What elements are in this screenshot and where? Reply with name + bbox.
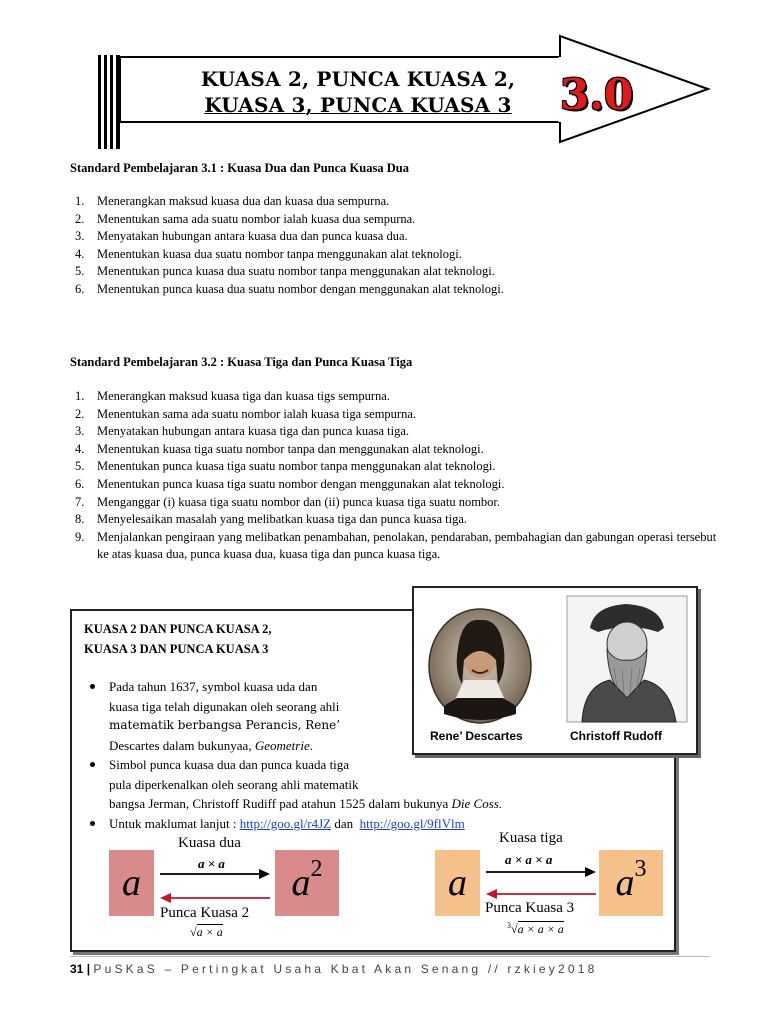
sp2-item (70, 406, 720, 424)
power-right-exp: 3 (634, 855, 647, 882)
sp2-list (70, 388, 720, 564)
chapter-title (168, 66, 548, 118)
expr-left-top: a × a (198, 856, 225, 871)
root-left: √a × a (190, 925, 223, 939)
bullet2-line2: pula diperkenalkan oleh seorang ahli matematik (109, 776, 359, 792)
chapter-title-line2: KUASA 3, PUNCA KUASA 3 (204, 93, 512, 117)
bullet2-line1: Simbol punca kuasa dua dan punca kuada tiga (109, 757, 350, 772)
sp2-item (70, 494, 720, 512)
bullet1-line4-text: Descartes dalam bukunyaa, (109, 737, 255, 753)
power-left-exp: 2 (310, 855, 323, 882)
square-base-left (109, 850, 154, 916)
item-number: 2. (75, 406, 85, 421)
item-number: 4. (75, 246, 85, 261)
label-punca-kuasa-3: Punca Kuasa 3 (485, 900, 575, 916)
bullet-rudolff (88, 755, 608, 814)
bullet1-line2: kuasa tiga telah digunakan oleh seorang ahli (109, 698, 340, 714)
item-text: Menyatakan hubungan antara kuasa dua dan punca kuasa dua. (97, 229, 408, 244)
bullet1-line4 (109, 736, 608, 756)
item-text: Menentukan kuasa dua suatu nombor tanpa menggunakan alat teknologi. (97, 246, 462, 261)
item-number: 1. (75, 194, 85, 208)
sp2-item (70, 476, 720, 494)
item-number: 9. (75, 529, 85, 544)
sp2-title: Standard Pembelajaran 3.2 : Kuasa Tiga dan Punca Kuasa Tiga (70, 355, 413, 369)
base-right: a (448, 862, 467, 904)
item-text: Menerangkan maksud kuasa dua dan kuasa dua sempurna. (97, 194, 390, 208)
expr-right-top: a × a × a (505, 852, 553, 867)
sp1-item (70, 281, 504, 299)
label-kuasa-dua: Kuasa dua (178, 835, 241, 851)
item-text: Menyelesaikan masalah yang melibatkan kuasa tiga dan punca kuasa tiga. (97, 512, 468, 527)
page-number: 31 (70, 962, 84, 976)
book-die-coss: Die Coss. (451, 796, 503, 811)
caption-descartes: Rene’ Descartes (430, 729, 523, 743)
item-number: 3. (75, 229, 85, 244)
chapter-number: 3.0 (560, 70, 634, 119)
sp1-title: Standard Pembelajaran 3.1 : Kuasa Dua dan Punca Kuasa Dua (70, 161, 409, 175)
item-text: Menentukan punca kuasa dua suatu nombor dengan menggunakan alat teknologi. (97, 281, 504, 296)
item-number: 7. (75, 494, 85, 509)
page-footer (70, 962, 710, 976)
item-text: Menentukan kuasa tiga suatu nombor tanpa dan menggunakan alat teknologi. (97, 441, 484, 456)
item-number: 3. (75, 424, 85, 439)
base-left: a (122, 862, 141, 904)
links-and: dan (331, 815, 360, 831)
footer-text: PuSKaS – Pertingkat Usaha Kbat Akan Senang // rzkiey2018 (93, 962, 598, 976)
sp2-item (70, 388, 720, 406)
square-power-left (275, 850, 339, 916)
sp1-item (70, 193, 504, 211)
bullet2-line3 (109, 794, 608, 814)
link-2[interactable]: http://goo.gl/9flVlm (359, 815, 465, 831)
item-number: 5. (75, 459, 85, 474)
item-text: Menyatakan hubungan antara kuasa tiga dan punca kuasa tiga. (97, 424, 410, 439)
bullet1-line3: matematik berbangsa Perancis, Rene’ (109, 718, 341, 732)
book-geometrie: Geometrie (254, 737, 310, 753)
caption-rudolff: Christoff Rudoff (570, 729, 662, 743)
banner-stripes (98, 55, 120, 149)
item-number: 1. (75, 389, 85, 403)
info-box-heading (84, 619, 272, 659)
label-kuasa-tiga: Kuasa tiga (499, 830, 563, 846)
item-text: Menjalankan pengiraan yang melibatkan penambahan, penolakan, pendaraban, pembahagian dan gabungan operasi tersebut ke atas kuasa dua, punca kuasa dua, kuasa tiga dan punca kuasa tiga. (97, 529, 717, 562)
root-right-index: 3 (507, 921, 511, 930)
bullet1-line4-end: . (309, 737, 313, 753)
info-heading-line1: KUASA 2 DAN PUNCA KUASA 2, (84, 622, 272, 636)
info-heading-line2: KUASA 3 DAN PUNCA KUASA 3 (84, 642, 269, 656)
bullet1-line1: Pada tahun 1637, symbol kuasa uda dan (109, 679, 318, 694)
power-left-base: a (291, 862, 311, 904)
square-base-right (435, 850, 480, 916)
item-number: 5. (75, 264, 85, 279)
links-label: Untuk maklumat lanjut : (109, 815, 240, 831)
sp1-list (70, 193, 504, 299)
item-text: Menentukan sama ada suatu nombor ialah kuasa dua sempurna. (97, 211, 416, 226)
sp1-item (70, 211, 504, 229)
item-number: 2. (75, 211, 85, 226)
item-number: 4. (75, 441, 85, 456)
root-right-expr: a × a × a (517, 922, 564, 936)
power-right-base: a (615, 862, 635, 904)
item-text: Menentukan punca kuasa dua suatu nombor tanpa menggunakan alat teknologi. (97, 264, 495, 279)
sp1-item (70, 263, 504, 281)
square-power-right (599, 850, 663, 916)
sp1-item (70, 228, 504, 246)
sp2-item (70, 529, 720, 564)
footer-sep: | (83, 962, 94, 976)
bullet2-line3-text: bangsa Jerman, Christoff Rudiff pad atahun 1525 dalam bukunya (109, 796, 452, 811)
sp2-item (70, 511, 720, 529)
item-text: Menentukan punca kuasa tiga suatu nombor dengan menggunakan alat teknologi. (97, 476, 505, 491)
link-1[interactable]: http://goo.gl/r4JZ (239, 815, 332, 831)
label-punca-kuasa-2: Punca Kuasa 2 (160, 905, 250, 921)
sp1-item (70, 246, 504, 264)
bullet-descartes (88, 677, 608, 755)
item-text: Menganggar (i) kuasa tiga suatu nombor dan (ii) punca kuasa tiga suatu nombor. (97, 494, 501, 509)
history-bullets (88, 677, 608, 833)
sp2-item (70, 441, 720, 459)
root-right: $^3$√a × a × a (507, 921, 564, 936)
item-text: Menerangkan maksud kuasa tiga dan kuasa tigs sempurna. (97, 389, 390, 403)
item-number: 6. (75, 476, 85, 491)
item-text: Menentukan sama ada suatu nombor ialah kuasa tiga sempurna. (97, 406, 417, 421)
chapter-title-line1: KUASA 2, PUNCA KUASA 2, (200, 67, 516, 91)
sp2-item (70, 423, 720, 441)
arrows-right (484, 864, 599, 904)
item-number: 8. (75, 512, 85, 527)
item-number: 6. (75, 281, 85, 296)
item-text: Menentukan punca kuasa tiga suatu nombor tanpa menggunakan alat teknologi. (97, 459, 496, 474)
footer-rule (70, 956, 710, 957)
arrows-left (158, 868, 273, 908)
sp2-item (70, 458, 720, 476)
root-left-expr: a × a (196, 925, 223, 939)
